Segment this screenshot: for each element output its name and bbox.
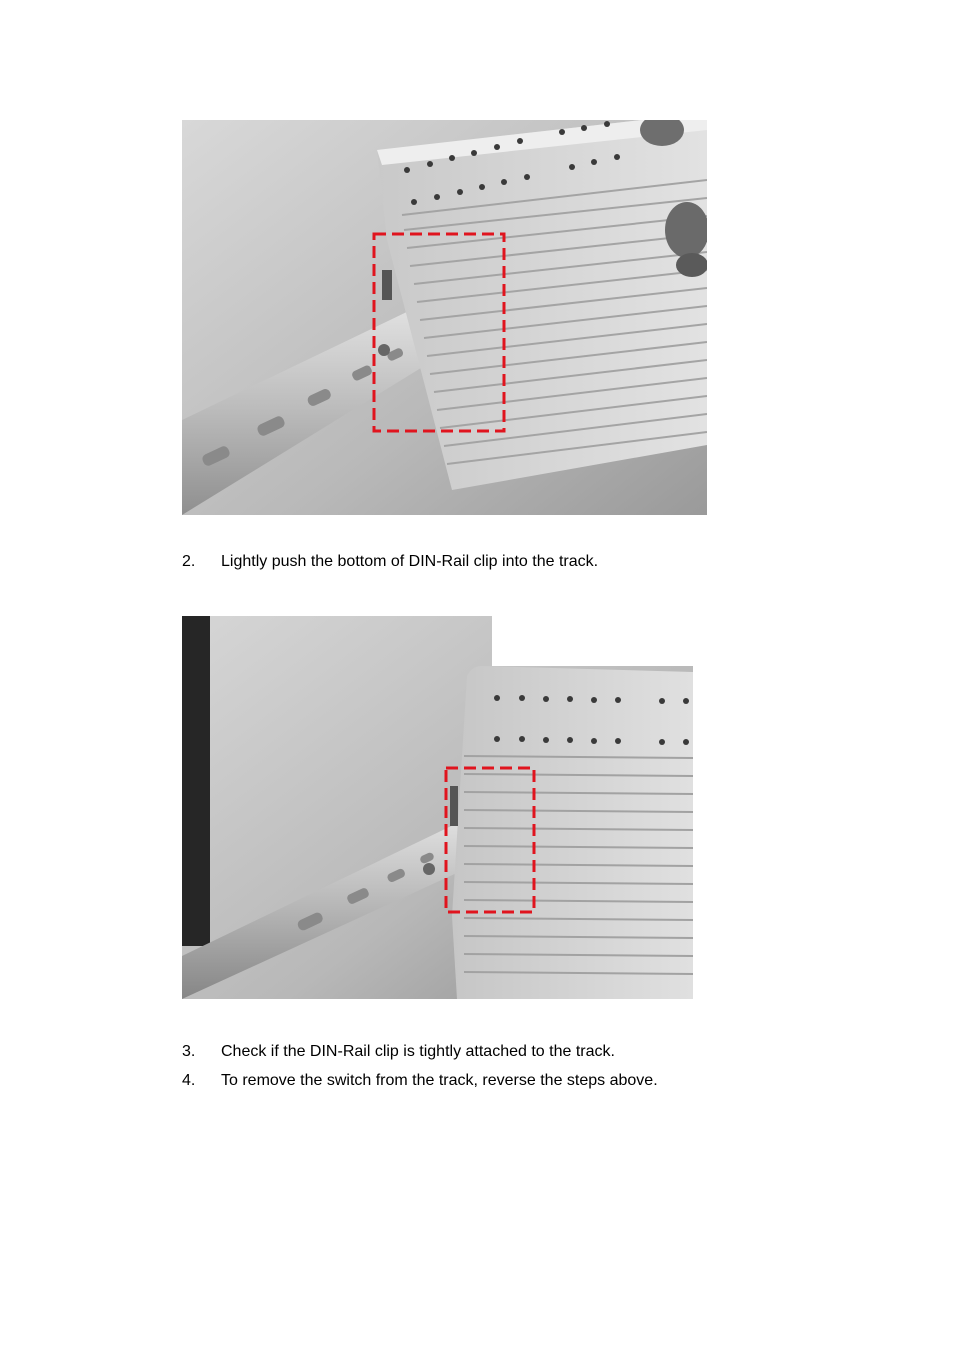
photo-1-illustration — [182, 120, 707, 515]
step-3 — [182, 1042, 615, 1062]
step-number: 4. — [182, 1072, 196, 1089]
step-text: Lightly push the bottom of DIN-Rail clip into the track. — [221, 553, 599, 570]
photo-2-illustration — [182, 616, 693, 999]
step-2 — [182, 552, 598, 572]
photo-din-rail-hook-top — [182, 120, 707, 515]
step-4 — [182, 1071, 658, 1091]
step-number: 2. — [182, 553, 196, 570]
step-text: To remove the switch from the track, reverse the steps above. — [221, 1072, 658, 1089]
step-text: Check if the DIN-Rail clip is tightly attached to the track. — [221, 1043, 615, 1060]
step-number: 3. — [182, 1043, 196, 1060]
photo-din-rail-clip-bottom — [182, 616, 693, 999]
